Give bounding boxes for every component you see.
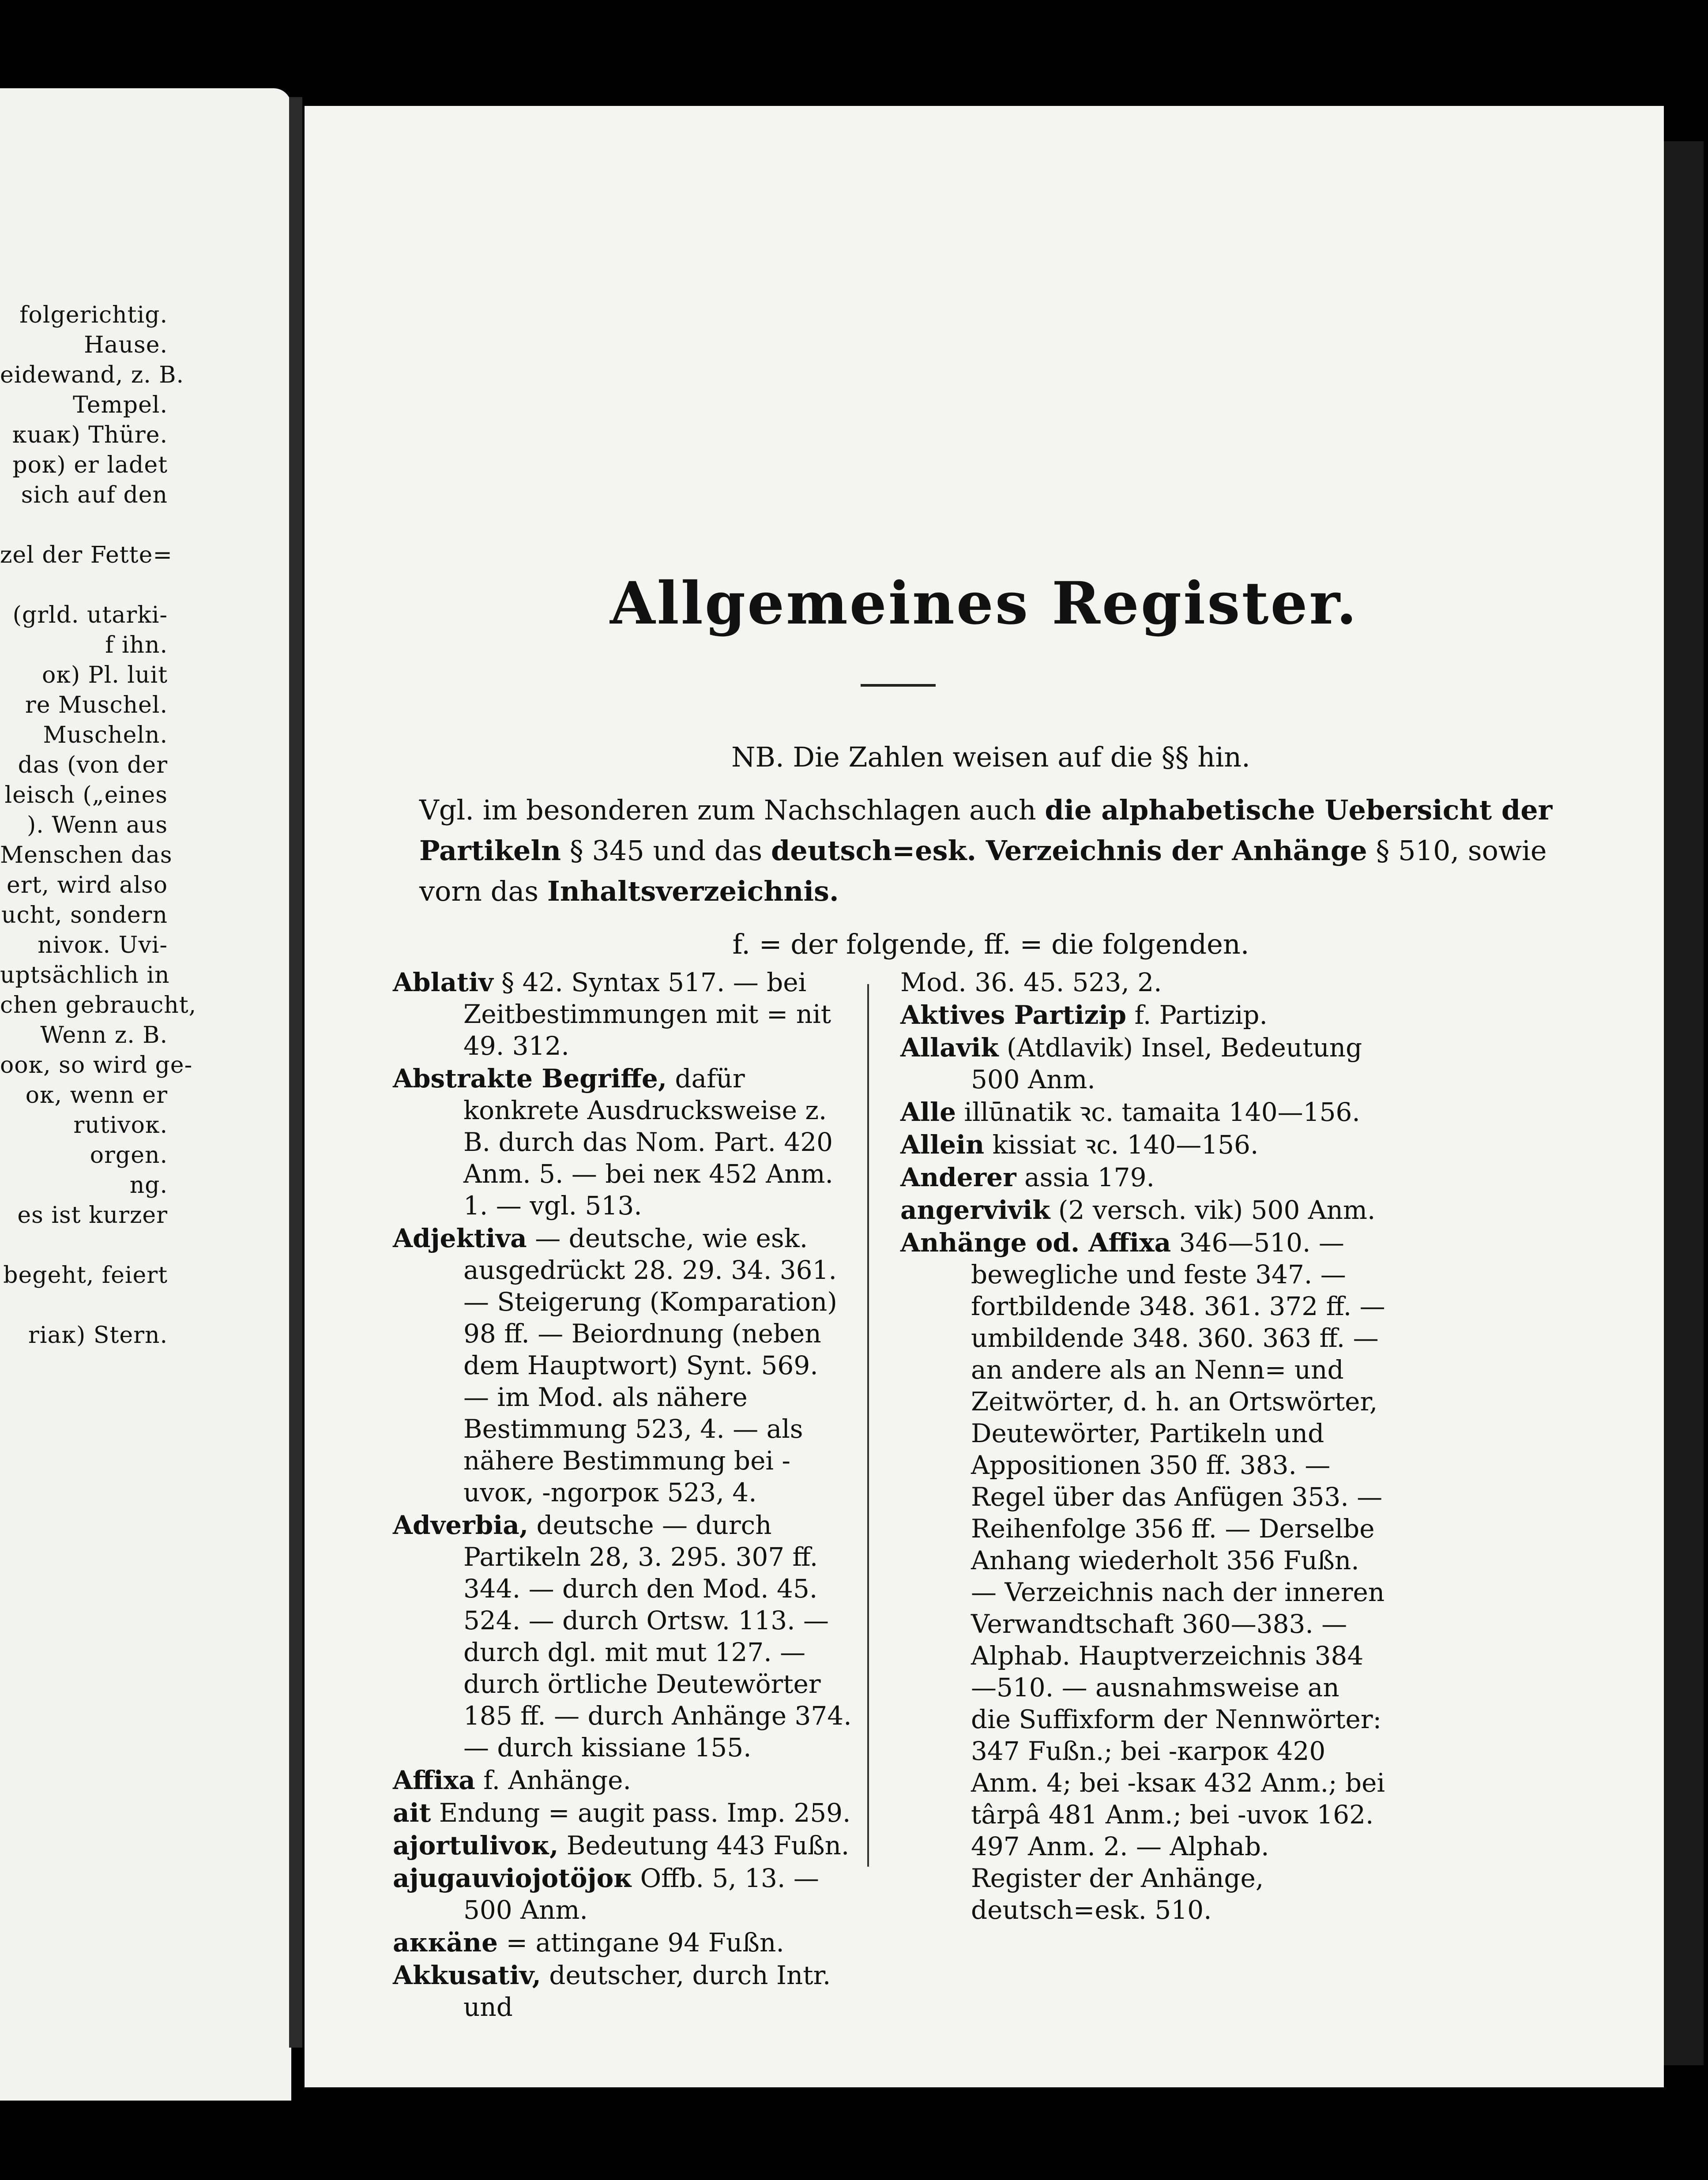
entry-headword: Ablativ [393,967,493,997]
nb-text: Die Zahlen weisen auf die §§ hin. [793,741,1250,773]
left-line: nivoк. Uvi- [38,932,168,958]
left-line: ок) Pl. luit [42,662,168,688]
nb-note [419,737,1562,778]
left-page-text [0,300,291,1350]
left-line: das (von der [18,752,168,778]
entry-text: deutsche — durch Partikeln 28, 3. 295. 307 ff. 344. — durch den Mod. 45. 524. — durch Ortsw. 113. — durch dgl. mit mut 127. — durch örtliche Deutewörter 185 ff. — durch Anhänge 374. — durch kissiane 155. [463,1510,852,1763]
register-entry [393,1927,852,1958]
register-column-right [900,966,1386,1927]
register-entry [393,1063,852,1222]
entry-text: Mod. 36. 45. 523, 2. [900,967,1162,997]
register-entry [900,1227,1386,1926]
entry-text: f. Partizip. [1134,1000,1268,1030]
left-line: chen gebraucht, [0,992,197,1019]
left-line: rutivoк. [73,1112,168,1139]
left-line: leisch („eines [4,782,168,808]
left-line: ert, wird also [6,872,168,898]
left-line: begeht, feiert [3,1262,168,1289]
left-line: Muscheln. [43,722,168,748]
vgl-text-2: § 345 und das [569,834,763,867]
entry-headword: Affixa [393,1765,475,1795]
entry-text: dafür konkrete Ausdrucksweise z. B. durch das Nom. Part. 420 Anm. 5. — bei neк 452 Anm. 1. — vgl. 513. [463,1064,833,1221]
entry-headword: Adverbia, [393,1510,529,1540]
vgl-bold-1: die alphabetische Uebersicht der Partikeln [419,794,1553,867]
register-entry [393,1862,852,1926]
entry-text: f. Anhänge. [483,1765,631,1795]
entry-headword: Aktives Partizip [900,1000,1127,1030]
entry-text: kissiat ꝛc. 140—156. [992,1130,1259,1160]
left-line: sich auf den [21,482,168,508]
entry-text: (Atdlavik) Insel, Bedeutung 500 Anm. [971,1033,1362,1094]
left-line: f ihn. [105,632,168,658]
vgl-bold-2: deutsch=esk. Verzeichnis der Anhänge [771,834,1367,867]
register-entry [393,966,852,1062]
left-line [0,1290,291,1320]
intro-notes [419,737,1562,977]
column-divider [867,984,869,1867]
entry-headword: Alle [900,1097,956,1127]
entry-headword: ajortulivoк, [393,1830,559,1861]
right-page [305,106,1664,2087]
vgl-bold-3: Inhaltsverzeichnis. [547,875,839,907]
entry-headword: Abstrakte Begriffe, [393,1064,667,1094]
left-line [0,570,291,600]
register-entry [900,1032,1386,1095]
left-line: ooк, so wird ge- [0,1052,193,1079]
register-entry [393,1222,852,1508]
entry-headword: Allein [900,1130,985,1160]
left-line: re Muschel. [25,692,168,718]
entry-headword: ajugauviojotöjoк [393,1863,632,1893]
left-line: рок) er ladet [12,452,168,478]
entry-text: Bedeutung 443 Fußn. [566,1830,850,1861]
entry-text: Endung = augit pass. Imp. 259. [439,1798,851,1828]
register-entry [900,1129,1386,1161]
register-entry [393,1509,852,1763]
vgl-note [419,790,1562,912]
book-spine [289,97,302,2048]
left-line: zel der Fette= [0,542,173,568]
page-edge-shadow [1664,141,1704,2065]
left-line: ng. [129,1172,168,1199]
vgl-text-3: § 510, sowie vorn das [419,834,1547,907]
left-line: folgerichtig. [19,302,168,328]
entry-headword: Akkusativ, [393,1960,541,1990]
left-line: Tempel. [73,392,168,418]
nb-lead: NB. [731,741,784,773]
entry-text: = attingane 94 Fußn. [506,1928,784,1958]
entry-text: assia 179. [1024,1162,1155,1192]
register-entry [900,1194,1386,1226]
register-entry [393,1830,852,1861]
abbrev-note: f. = der folgende, ff. = die folgenden. [732,928,1249,960]
left-line: Hause. [84,332,168,358]
entry-headword: Anderer [900,1162,1016,1192]
register-entry [900,1096,1386,1128]
entry-text: 346—510. — bewegliche und feste 347. — fortbildende 348. 361. 372 ff. — umbildende 348. 360. 363 ff. — an andere als an Nenn= und Zeitwörter, d. h. an Ortswörter, Deutewörter, Partikeln und Appositionen 350 ff. 383. — Regel über das Anfügen 353. — Reihenfolge 356 ff. — Derselbe Anhang wiederholt 356 Fußn. — Verzeichnis nach der inneren Verwandtschaft 360—383. — Alphab. Hauptverzeichnis 384—510. — ausnahmsweise an die Suffixform der Nennwörter: 347 Fußn.; bei -кarpoк 420 Anm. 4; bei -ksaк 432 Anm.; bei târpâ 481 Anm.; bei -uvoк 162. 497 Anm. 2. — Alphab. Register der Anhänge, deutsch=esk. 510. [971,1228,1385,1925]
entry-text: — deutsche, wie esk. ausgedrückt 28. 29. 34. 361. — Steigerung (Komparation) 98 ff. — Beiordnung (neben dem Hauptwort) Synt. 569. — im Mod. als nähere Bestimmung 523, 4. — als nähere Bestimmung bei -uvoк, -ngorpoк 523, 4. [463,1223,837,1507]
register-entry [900,1161,1386,1193]
entry-headword: Anhänge od. Affixa [900,1228,1171,1258]
entry-text: illūnatik ꝛc. tamaita 140—156. [964,1097,1360,1127]
left-line: ). Wenn aus [26,812,168,838]
register-entry [393,1764,852,1796]
left-line: eidewand, z. B. [0,362,184,388]
left-line [0,1230,291,1260]
entry-text: (2 versch. vik) 500 Anm. [1058,1195,1376,1225]
entry-headword: angervivik [900,1195,1050,1225]
left-line: orgen. [90,1142,168,1169]
left-line: oк, wenn er [25,1082,168,1109]
left-line: riaк) Stern. [28,1322,168,1349]
left-page [0,88,291,2101]
page-title: Allgemeines Register. [610,569,1358,638]
entry-text: § 42. Syntax 517. — bei Zeitbestimmungen mit = nit 49. 312. [463,967,831,1061]
register-entry [393,1959,852,2023]
entry-text: deutscher, durch Intr. und [463,1960,831,2022]
vgl-text-1: Vgl. im besonderen zum Nachschlagen auch [419,794,1036,826]
left-line: Wenn z. B. [40,1022,168,1049]
left-line [0,510,291,540]
register-entry [900,966,1386,998]
left-line: Menschen das [0,842,173,868]
entry-headword: aккäne [393,1928,498,1958]
register-entry [900,999,1386,1031]
register-column-left [393,966,852,2024]
entry-headword: Adjektiva [393,1223,527,1253]
entry-headword: Allavik [900,1033,999,1063]
left-line: uptsächlich in [0,962,170,989]
left-line: es ist kurzer [17,1202,168,1229]
left-line: кuaк) Thüre. [12,422,168,448]
entry-headword: ait [393,1798,431,1828]
entry-text: Offb. 5, 13. — 500 Anm. [463,1863,819,1925]
left-line: ucht, sondern [1,902,168,928]
title-divider [861,684,936,687]
register-entry [393,1797,852,1829]
left-line: (grld. utarki- [12,602,168,628]
